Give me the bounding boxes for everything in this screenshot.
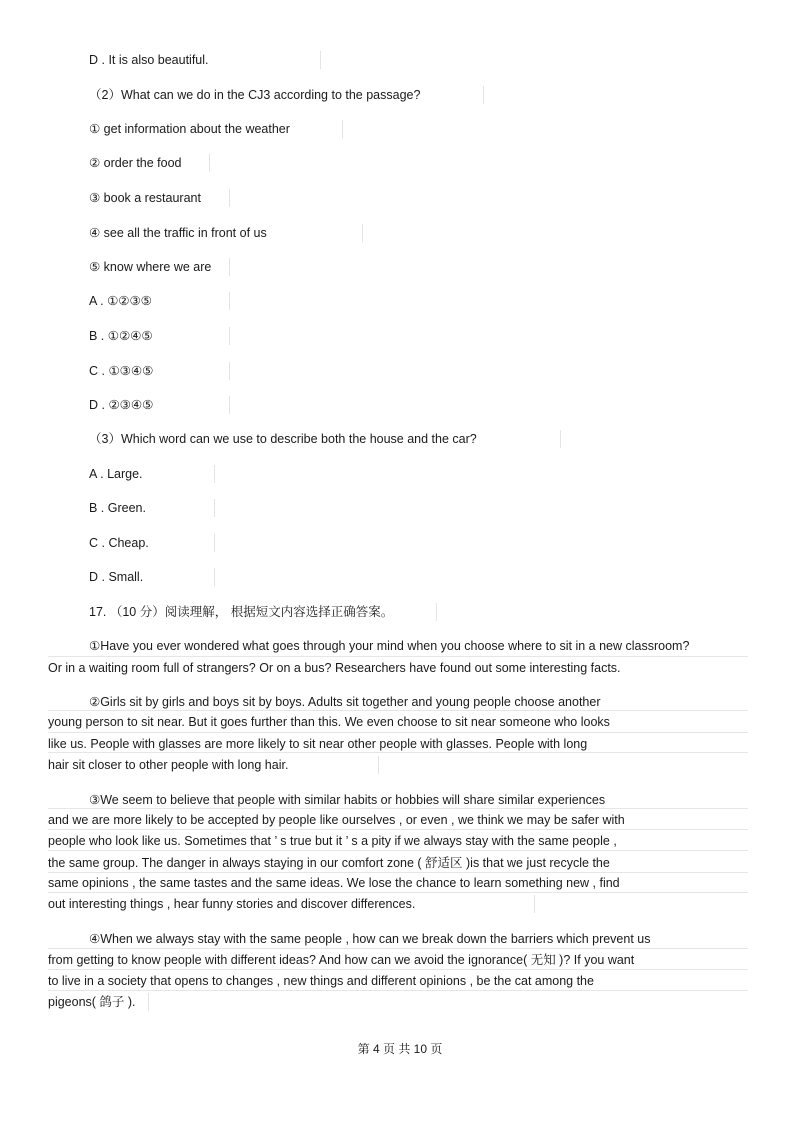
q2-item-2: ② order the food [89, 156, 182, 170]
text-box-edge [342, 120, 343, 138]
q2-item-3: ③ book a restaurant [89, 191, 201, 205]
text-box-edge [48, 872, 748, 873]
text-box-edge [229, 396, 230, 414]
passage-p2-line-1: ②Girls sit by girls and boys sit by boys. Adults sit together and young people choose another [89, 695, 601, 709]
passage-p2-line-2: young person to sit near. But it goes further than this. We even choose to sit near someone who looks [48, 715, 610, 729]
q3-option-b: B . Green. [89, 501, 146, 515]
passage-p4-line-4: pigeons( 鸽子 ). [48, 995, 136, 1009]
q3-option-c: C . Cheap. [89, 536, 149, 550]
q2-item-4: ④ see all the traffic in front of us [89, 226, 267, 240]
passage-p1-line-2: Or in a waiting room full of strangers? Or on a bus? Researchers have found out some interesting facts. [48, 661, 621, 675]
text-box-edge [560, 430, 561, 448]
text-box-edge [229, 362, 230, 380]
text-box-edge [378, 756, 379, 774]
q2-option-d: D . ②③④⑤ [89, 398, 154, 412]
passage-p2-line-3: like us. People with glasses are more likely to sit near other people with glasses. People with long [48, 737, 588, 751]
q2-item-5: ⑤ know where we are [89, 260, 212, 274]
text-box-edge [534, 895, 535, 913]
q3-question: （3）Which word can we use to describe both the house and the car? [89, 432, 477, 446]
text-box-edge [48, 892, 748, 893]
q3-option-d: D . Small. [89, 570, 144, 584]
q17-heading: 17. （10 分）阅读理解， 根据短文内容选择正确答案。 [89, 605, 394, 619]
passage-p4-line-3: to live in a society that opens to changes , new things and different opinions , be the cat among the [48, 974, 594, 988]
text-box-edge [229, 327, 230, 345]
text-box-edge [362, 224, 363, 242]
passage-p1-line-1: ①Have you ever wondered what goes through your mind when you choose where to sit in a new classroom? [89, 639, 690, 653]
text-box-edge [436, 603, 437, 621]
text-box-edge [229, 189, 230, 207]
text-box-edge [48, 656, 748, 657]
q2-option-a: A . ①②③⑤ [89, 294, 152, 308]
text-box-edge [229, 292, 230, 310]
text-box-edge [48, 710, 748, 711]
passage-p3-line-4: the same group. The danger in always staying in our comfort zone ( 舒适区 )is that we just recycle the [48, 856, 610, 870]
passage-p3-line-3: people who look like us. Sometimes that ’ s true but it ’ s a pity if we always stay with the same people , [48, 834, 617, 848]
q2-item-1: ① get information about the weather [89, 122, 290, 136]
text-box-edge [320, 51, 321, 69]
q3-option-a: A . Large. [89, 467, 143, 481]
text-box-edge [214, 465, 215, 483]
text-box-edge [214, 568, 215, 586]
passage-p4-line-2: from getting to know people with different ideas? And how can we avoid the ignorance( 无知 )? If you want [48, 953, 635, 967]
passage-p3-line-5: same opinions , the same tastes and the same ideas. We lose the chance to learn something new , find [48, 876, 620, 890]
q2-option-c: C . ①③④⑤ [89, 364, 154, 378]
text-box-edge [48, 969, 748, 970]
text-box-edge [148, 993, 149, 1011]
text-box-edge [48, 752, 748, 753]
text-box-edge [483, 86, 484, 104]
passage-p3-line-6: out interesting things , hear funny stories and discover differences. [48, 897, 416, 911]
text-box-edge [48, 850, 748, 851]
text-box-edge [48, 948, 748, 949]
text-box-edge [209, 154, 210, 172]
text-box-edge [214, 499, 215, 517]
passage-p3-line-1: ③We seem to believe that people with similar habits or hobbies will share similar experiences [89, 793, 606, 807]
passage-p3-line-2: and we are more likely to be accepted by people like ourselves , or even , we think we may be safer with [48, 813, 625, 827]
text-box-edge [48, 732, 748, 733]
text-box-edge [48, 990, 748, 991]
q1-option-d: D . It is also beautiful. [89, 53, 209, 67]
text-box-edge [214, 534, 215, 552]
page-footer: 第 4 页 共 10 页 [357, 1042, 443, 1056]
q2-question: （2）What can we do in the CJ3 according to the passage? [89, 88, 421, 102]
text-box-edge [229, 258, 230, 276]
text-box-edge [48, 829, 748, 830]
q2-option-b: B . ①②④⑤ [89, 329, 153, 343]
text-box-edge [48, 808, 748, 809]
passage-p2-line-4: hair sit closer to other people with long hair. [48, 758, 289, 772]
passage-p4-line-1: ④When we always stay with the same people , how can we break down the barriers which prevent us [89, 932, 651, 946]
